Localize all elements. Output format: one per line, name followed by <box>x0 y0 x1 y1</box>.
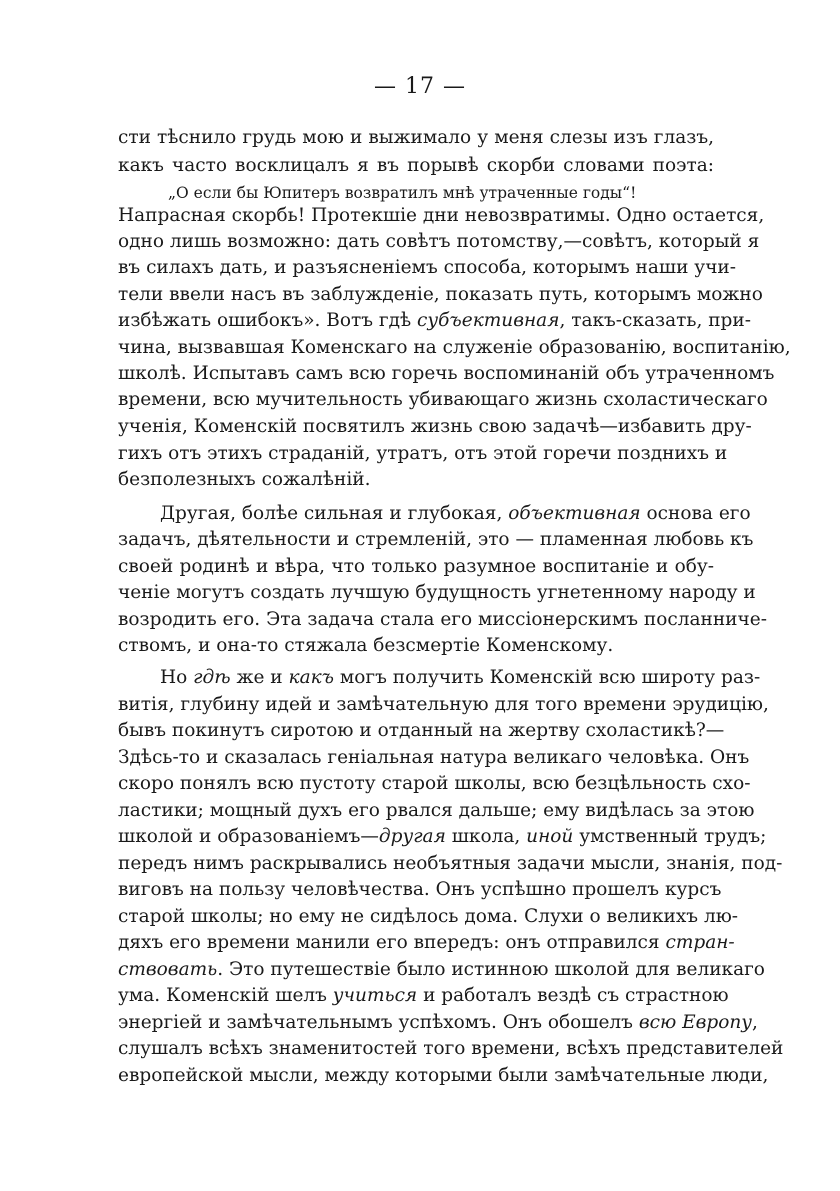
text-line: дяхъ его времени манили его впередъ: онъ отправился стран- <box>118 932 735 953</box>
text-line: одно лишь возможно: дать совѣтъ потомству,—совѣтъ, который я <box>118 231 760 252</box>
text-line: Другая, болѣе сильная и глубокая, объективная основа его <box>160 503 751 524</box>
text-line: ученія, Коменскій посвятилъ жизнь свою задачѣ—избавить дру- <box>118 416 752 437</box>
text-line: гихъ отъ этихъ страданій, утратъ, отъ этой горечи позднихъ и <box>118 443 728 464</box>
text-line: сти тѣснило грудь мою и выжимало у меня слезы изъ глазъ, <box>118 127 714 148</box>
text-line: избѣжать ошибокъ». Вотъ гдѣ субъективная, такъ-сказать, при- <box>118 310 751 331</box>
text-line: какъ часто восклицалъ я въ порывѣ скорби словами поэта: <box>118 155 714 176</box>
text-line: задачъ, дѣятельности и стремленій, это — пламенная любовь къ <box>118 529 754 550</box>
text-line: Но гдѣ же и какъ могъ получить Коменскій всю широту раз- <box>160 667 761 688</box>
text-line: времени, всю мучительность убивающаго жизнь схоластическаго <box>118 389 768 410</box>
text-line: старой школы; но ему не сидѣлось дома. Слухи о великихъ лю- <box>118 906 739 927</box>
text-line: ума. Коменскій шелъ учиться и работалъ вездѣ съ страстною <box>118 985 729 1006</box>
text-line: слушалъ всѣхъ знаменитостей того времени, всѣхъ представителей <box>118 1038 784 1059</box>
text-line: ченіе могутъ создать лучшую будущность угнетенному народу и <box>118 582 756 603</box>
page-number: — 17 — <box>374 74 466 99</box>
text-line: школой и образованіемъ—другая школа, иной умственный трудъ; <box>118 826 767 847</box>
text-line: безполезныхъ сожалѣній. <box>118 469 371 490</box>
text-line: школѣ. Испытавъ самъ всю горечь воспоминаній объ утраченномъ <box>118 363 775 384</box>
text-line: чина, вызвавшая Коменскаго на служеніе образованію, воспитанію, <box>118 337 791 358</box>
text-line: виговъ на пользу человѣчества. Онъ успѣшно прошелъ курсъ <box>118 879 722 900</box>
text-line: ластики; мощный духъ его рвался дальше; ему видѣлась за этою <box>118 800 755 821</box>
text-line: скоро понялъ всю пустоту старой школы, всю безцѣльность схо- <box>118 773 751 794</box>
text-line: передъ нимъ раскрывались необъятныя задачи мысли, знанія, под- <box>118 853 783 874</box>
text-line: ствовать. Это путешествіе было истинною школой для великаго <box>118 959 765 980</box>
text-line: бывъ покинутъ сиротою и отданный на жертву схоластикѣ?— <box>118 720 725 741</box>
text-line: энергіей и замѣчательнымъ успѣхомъ. Онъ обошелъ всю Европу, <box>118 1012 758 1033</box>
quote-line: „О если бы Юпитеръ возвратилъ мнѣ утраченные годы“! <box>168 184 637 202</box>
text-line: витія, глубину идей и замѣчательную для того времени эрудицію, <box>118 694 769 715</box>
text-line: своей родинѣ и вѣра, что только разумное воспитаніе и обу- <box>118 556 714 577</box>
text-line: въ силахъ дать, и разъясненіемъ способа, которымъ наши учи- <box>118 257 737 278</box>
text-line: возродить его. Эта задача стала его миссіонерскимъ посланниче- <box>118 609 767 630</box>
text-line: ствомъ, и она-то стяжала безсмертіе Коменскому. <box>118 635 614 656</box>
text-line: тели ввели насъ въ заблужденіе, показать путь, которымъ можно <box>118 284 763 305</box>
text-line: Напрасная скорбь! Протекшіе дни невозвратимы. Одно остается, <box>118 205 765 226</box>
text-line: европейской мысли, между которыми были замѣчательные люди, <box>118 1065 769 1086</box>
text-line: Здѣсь-то и сказалась геніальная натура великаго человѣка. Онъ <box>118 747 750 768</box>
